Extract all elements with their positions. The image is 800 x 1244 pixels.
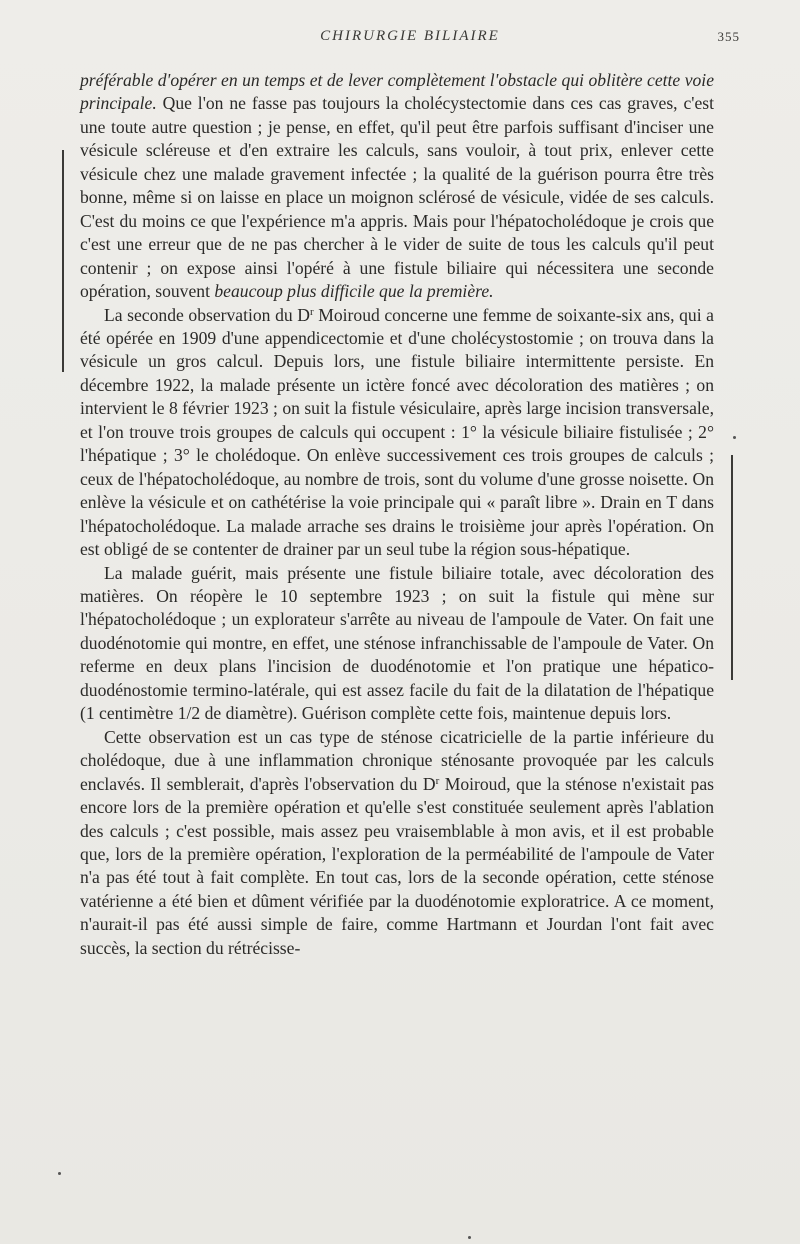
paragraph-text: La seconde observation du D xyxy=(104,304,310,325)
superscript: r xyxy=(435,774,440,787)
paragraph-text: La malade guérit, mais présente une fistule biliaire totale, avec décoloration des matières. On réopère le 10 septembre 1923 ; on suit la fistule qui mène sur l'hépatocholédoque ; un explorateur s'arrête au niveau de l'ampoule de Vater. On fait une duodénotomie qui montre, en effet, une sténose infranchissable de l'ampoule de Vater. On referme en deux plans l'incision de duodénotomie et l'on pratique une hépatico-duodénostomie termino-latérale, qui est assez facile du fait de la dilatation de l'hépatique (1 centimètre 1/2 de diamètre). Guérison complète cette fois, maintenue depuis lors. xyxy=(80,562,714,724)
italic-phrase: beaucoup plus difficile que la première. xyxy=(214,281,494,302)
paragraph-text: Que l'on ne fasse pas toujours la cholécystectomie dans ces cas graves, c'est une toute autre question ; je pense, en effet, qu'il peut être parfois suffisant d'inciser une vésicule scléreuse et d'en extraire les calculs, sans vouloir, à tout prix, enlever cette vésicule chez une malade gravement infectée ; la qualité de la guérison pourra être très bonne, même si on laisse en place un moignon sclérosé de vésicule, vidée de ses calculs. C'est du moins ce que l'expérience m'a appris. Mais pour l'hépatocholédoque je crois que c'est une erreur que de ne pas chercher à le vider de suite de tous les calculs qu'il peut contenir ; on expose ainsi l'opéré à une fistule biliaire qui nécessitera une seconde opération, souvent xyxy=(80,93,714,302)
running-title: CHIRURGIE BILIAIRE xyxy=(320,28,500,44)
paragraph-3 xyxy=(80,562,714,726)
ink-speck xyxy=(468,1236,471,1239)
margin-marker-right xyxy=(731,455,733,680)
ink-speck xyxy=(733,436,736,439)
page-number: 355 xyxy=(717,29,740,44)
superscript: r xyxy=(309,305,314,318)
paragraph-4 xyxy=(80,726,714,961)
page-header xyxy=(80,28,740,50)
paragraph-2 xyxy=(80,304,714,562)
paragraph-text: Moiroud concerne une femme de soixante-six ans, qui a été opérée en 1909 d'une appendicectomie et d'une cholécystostomie ; on trouva dans la vésicule un gros calcul. Depuis lors, une fistule biliaire intermittente persiste. En décembre 1922, la malade présente un ictère foncé avec décoloration des matières ; on intervient le 8 février 1923 ; on suit la fistule vésiculaire, après large incision transversale, et l'on trouve trois groupes de calculs qui occupent : 1° la vésicule biliaire fistulisée ; 2° l'hépatique ; 3° le cholédoque. On enlève successivement ces trois groupes de calculs ; ceux de l'hépatocholédoque, au nombre de trois, sont du volume d'une grosse noisette. On enlève la vésicule et on cathétérise la voie principale qui « paraît libre ». Drain en T dans l'hépatocholédoque. La malade arrache ses drains le troisième jour après l'opération. On est obligé de se contenter de drainer par un seul tube la région sous-hépatique. xyxy=(80,304,714,560)
ink-speck xyxy=(58,1172,61,1175)
paragraph-1 xyxy=(80,69,714,304)
margin-marker-left xyxy=(62,150,64,372)
body-text xyxy=(80,69,714,960)
paragraph-text: Cette observation est un cas type de sténose cicatricielle de la partie inférieure du cholédoque, due à une inflammation chronique sténosante provoquée par les calculs enclavés. Il semblerait, d'après l'observation du D xyxy=(80,726,714,794)
italic-phrase: préférable d'opérer en un temps et de lever complètement l'obstacle qui oblitère cette voie principale. xyxy=(80,70,714,114)
paragraph-text: Moiroud, que la sténose n'existait pas encore lors de la première opération et qu'elle s'est constituée seulement après l'ablation des calculs ; c'est possible, mais assez peu vraisemblable à mon avis, et il est probable que, lors de la première opération, l'exploration de la perméabilité de l'ampoule de Vater n'a pas été tout à fait complète. En tout cas, lors de la seconde opération, cette sténose vatérienne a été bien et dûment vérifiée par la duodénotomie exploratrice. A ce moment, n'aurait-il pas été aussi simple de faire, comme Hartmann et Jourdan l'ont fait avec succès, la section du rétrécisse- xyxy=(80,773,715,958)
